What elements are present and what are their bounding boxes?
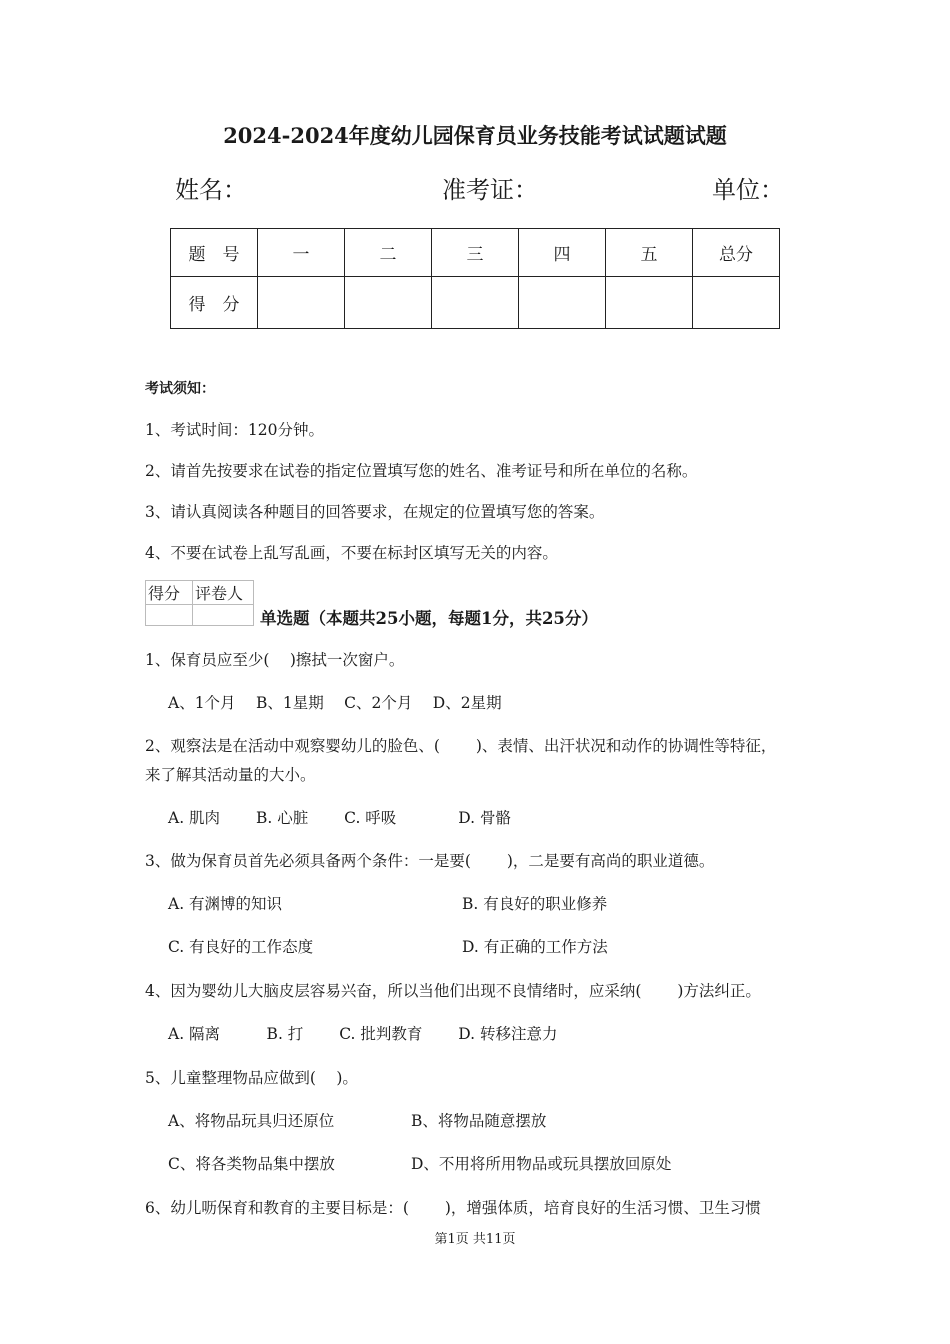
notice-item-4: 4、不要在试卷上乱写乱画，不要在标封区填写无关的内容。 xyxy=(145,544,558,562)
question-2-stem-continued: 来了解其活动量的大小。 xyxy=(145,766,316,784)
score-header-5: 五 xyxy=(606,229,693,277)
score-header-total: 总分 xyxy=(693,229,780,277)
question-3-option-a: A. 有渊博的知识 xyxy=(168,895,283,913)
score-header-label: 题 号 xyxy=(171,229,258,277)
question-3-option-b: B. 有良好的职业修养 xyxy=(462,895,608,913)
notice-item-2: 2、请首先按要求在试卷的指定位置填写您的姓名、准考证号和所在单位的名称。 xyxy=(145,462,698,480)
score-cell-total xyxy=(693,277,780,329)
exam-id-field-label: 准考证： xyxy=(442,176,538,204)
question-1-options: A、1个月 B、1星期 C、2个月 D、2星期 xyxy=(168,694,502,712)
grader-score-cell xyxy=(146,605,193,626)
unit-field-label: 单位： xyxy=(712,176,784,204)
grader-table xyxy=(145,580,254,626)
question-4-options: A. 隔离 B. 打 C. 批判教育 D. 转移注意力 xyxy=(168,1025,558,1043)
page-footer: 第1页 共11页 xyxy=(434,1232,516,1247)
question-3-option-d: D. 有正确的工作方法 xyxy=(462,938,608,956)
grader-reviewer-label: 评卷人 xyxy=(193,581,254,605)
notice-item-1: 1、考试时间：120分钟。 xyxy=(145,421,324,439)
score-header-2: 二 xyxy=(345,229,432,277)
question-5-option-c: C、将各类物品集中摆放 xyxy=(168,1155,335,1173)
grader-reviewer-cell xyxy=(193,605,254,626)
question-3-option-c: C. 有良好的工作态度 xyxy=(168,938,314,956)
question-1-stem: 1、保育员应至少( )擦拭一次窗户。 xyxy=(145,651,405,669)
score-cell-3 xyxy=(432,277,519,329)
score-row-label: 得 分 xyxy=(171,277,258,329)
page-title: 2024-2024年度幼儿园保育员业务技能考试试题试题 xyxy=(223,123,727,148)
notice-item-3: 3、请认真阅读各种题目的回答要求，在规定的位置填写您的答案。 xyxy=(145,503,605,521)
question-2-options: A. 肌肉 B. 心脏 C. 呼吸 D. 骨骼 xyxy=(168,809,512,827)
name-field-label: 姓名： xyxy=(175,176,247,204)
question-6-stem: 6、幼儿呖保育和教育的主要目标是：( )，增强体质，培育良好的生活习惯、卫生习惯 xyxy=(145,1199,761,1217)
score-header-1: 一 xyxy=(258,229,345,277)
notice-heading: 考试须知： xyxy=(145,381,215,397)
section-title: 单选题（本题共25小题，每题1分，共25分） xyxy=(260,609,598,628)
question-5-option-d: D、不用将所用物品或玩具摆放回原处 xyxy=(411,1155,672,1173)
score-header-4: 四 xyxy=(519,229,606,277)
score-cell-1 xyxy=(258,277,345,329)
score-table-header-row xyxy=(171,229,780,277)
score-cell-2 xyxy=(345,277,432,329)
score-cell-4 xyxy=(519,277,606,329)
score-header-3: 三 xyxy=(432,229,519,277)
question-5-option-b: B、将物品随意摆放 xyxy=(411,1112,547,1130)
score-table xyxy=(170,228,780,329)
question-3-stem: 3、做为保育员首先必须具备两个条件：一是要( )，二是要有高尚的职业道德。 xyxy=(145,852,715,870)
question-4-stem: 4、因为婴幼儿大脑皮层容易兴奋，所以当他们出现不良情绪时，应采纳( )方法纠正。 xyxy=(145,982,761,1000)
question-5-stem: 5、儿童整理物品应做到( )。 xyxy=(145,1069,358,1087)
question-2-stem: 2、观察法是在活动中观察婴幼儿的脸色、( )、表情、出汗状况和动作的协调性等特征， xyxy=(145,737,777,755)
score-cell-5 xyxy=(606,277,693,329)
question-5-option-a: A、将物品玩具归还原位 xyxy=(168,1112,335,1130)
score-table-score-row xyxy=(171,277,780,329)
grader-score-label: 得分 xyxy=(146,581,193,605)
